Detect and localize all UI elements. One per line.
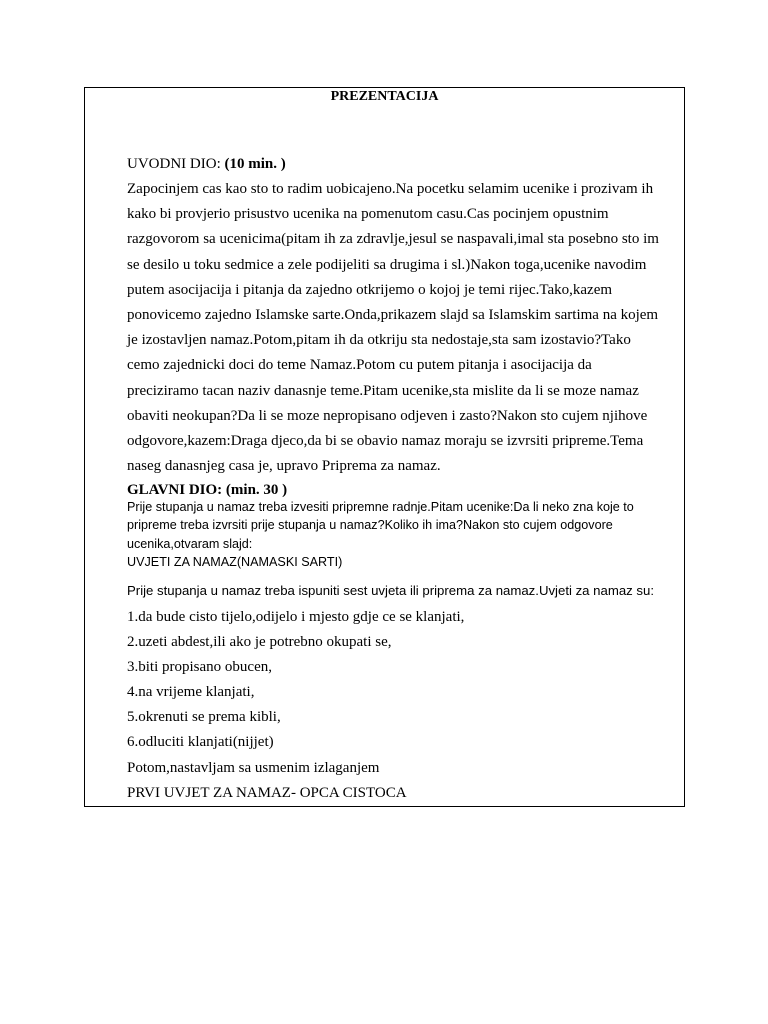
closing-section bbox=[127, 756, 407, 806]
document-title: PREZENTACIJA bbox=[330, 89, 439, 104]
condition-item: 6.odluciti klanjati(nijjet) bbox=[127, 734, 274, 750]
main-sans-line: pripreme treba izvrsiti prije stupanja u namaz?Koliko ih ima?Nakon sto cujem odgovore bbox=[127, 518, 613, 533]
main-sans-line: Prije stupanja u namaz treba izvesiti pripremne radnje.Pitam ucenike:Da li neko zna koje to bbox=[127, 500, 634, 514]
intro-paragraph bbox=[127, 177, 687, 479]
condition-item: 5.okrenuti se prema kibli, bbox=[127, 709, 281, 725]
main-sans-paragraph bbox=[127, 498, 687, 571]
intro-line: se desilo u toku sedmice a zele podijeliti sa drugima i sl.)Nakon toga,ucenike navodim bbox=[127, 256, 647, 273]
intro-line: odgovore,kazem:Draga djeco,da bi se obavio namaz moraju se izvrsiti pripreme.Tema bbox=[127, 432, 644, 449]
intro-line: obaviti neokupan?Da li se moze nepropisano odjeven i zasto?Nakon sto cujem njihove bbox=[127, 407, 648, 424]
condition-item: 1.da bude cisto tijelo,odijelo i mjesto gdje ce se klanjati, bbox=[127, 609, 465, 625]
main-sans-line: ucenika,otvaram slajd: bbox=[127, 536, 253, 551]
next-section-heading: PRVI UVJET ZA NAMAZ- OPCA CISTOCA bbox=[127, 785, 407, 801]
condition-item: 2.uzeti abdest,ili ako je potrebno okupati se, bbox=[127, 634, 392, 650]
intro-duration: (10 min. ) bbox=[224, 156, 286, 172]
document-frame bbox=[84, 87, 685, 807]
intro-line: je izostavljen namaz.Potom,pitam ih da otkriju sta nedostaje,sta sam izostavio?Tako bbox=[127, 332, 631, 349]
intro-line: preciziramo tacan naziv danasnje teme.Pitam ucenike,sta mislite da li se moze namaz bbox=[127, 382, 639, 399]
intro-label: UVODNI DIO: bbox=[127, 156, 225, 172]
intro-line: razgovorom sa ucenicima(pitam ih za zdravlje,jesul se naspavali,imal sta posebno sto im bbox=[127, 231, 659, 248]
intro-line: putem asocijacija i pitanja da zajedno otkrijemo o kojoj je temi rijec.Tako,kazem bbox=[127, 281, 613, 298]
conditions-list bbox=[127, 605, 464, 755]
condition-item: 3.biti propisano obucen, bbox=[127, 659, 272, 675]
main-heading: GLAVNI DIO: (min. 30 ) bbox=[127, 482, 288, 498]
closing-line: Potom,nastavljam sa usmenim izlaganjem bbox=[127, 760, 380, 776]
intro-line: kako bi provjerio prisustvo ucenika na pomenutom casu.Cas pocinjem opustnim bbox=[127, 206, 609, 223]
intro-line: ponovicemo zajedno Islamske sarte.Onda,prikazem slajd sa Islamskim sartima na kojem bbox=[127, 306, 659, 323]
intro-heading bbox=[127, 155, 286, 173]
condition-item: 4.na vrijeme klanjati, bbox=[127, 684, 255, 700]
intro-line: Zapocinjem cas kao sto to radim uobicajeno.Na pocetku selamim ucenike i prozivam ih bbox=[127, 181, 654, 197]
slide-title: UVJETI ZA NAMAZ(NAMASKI SARTI) bbox=[127, 554, 343, 569]
intro-line: naseg danasnjeg casa je, upravo Priprema za namaz. bbox=[127, 458, 441, 475]
intro-line: cemo zajednicki doci do teme Namaz.Potom cu putem pitanja i asocijacija da bbox=[127, 357, 592, 374]
conditions-intro: Prije stupanja u namaz treba ispuniti sest uvjeta ili priprema za namaz.Uvjeti za namaz su: bbox=[127, 583, 655, 598]
